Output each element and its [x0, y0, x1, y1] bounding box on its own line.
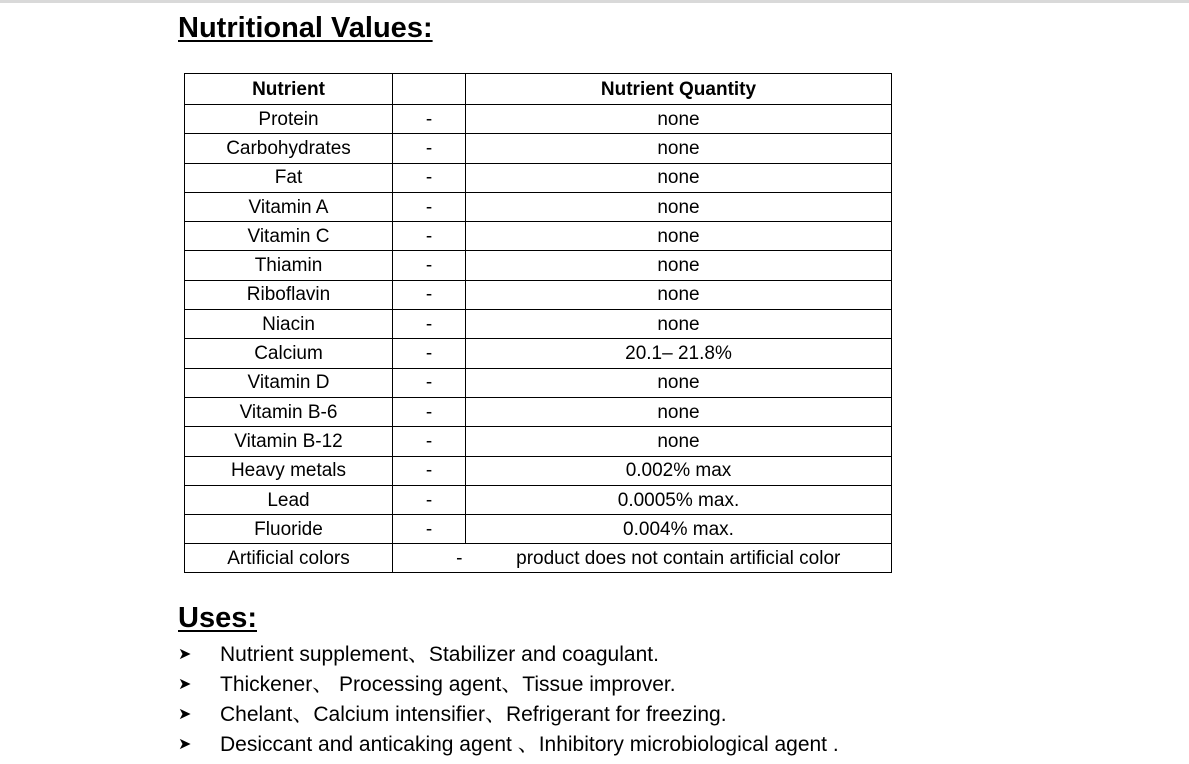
nutrient-cell: Artificial colors: [185, 544, 393, 573]
header-quantity: Nutrient Quantity: [466, 74, 892, 105]
quantity-cell: none: [466, 222, 892, 251]
separator-cell: -: [393, 251, 466, 280]
separator-cell: -: [393, 515, 466, 544]
quantity-cell: none: [466, 251, 892, 280]
table-row: [185, 134, 892, 163]
nutrient-cell: Vitamin D: [185, 368, 393, 397]
quantity-cell: 0.004% max.: [466, 515, 892, 544]
nutrient-cell: Vitamin C: [185, 222, 393, 251]
quantity-cell: 20.1– 21.8%: [466, 339, 892, 368]
arrow-bullet-icon: ➤: [178, 736, 192, 753]
nutrient-cell: Thiamin: [185, 251, 393, 280]
quantity-cell: none: [466, 397, 892, 426]
separator-cell: -: [393, 427, 466, 456]
table-row: [185, 251, 892, 280]
nutrient-cell: Vitamin A: [185, 192, 393, 221]
uses-heading: Uses:: [178, 602, 257, 634]
separator-cell: -: [393, 544, 466, 573]
nutrient-cell: Lead: [185, 485, 393, 514]
separator-cell: -: [393, 456, 466, 485]
quantity-cell: none: [466, 134, 892, 163]
nutrition-table: [184, 73, 892, 573]
table-row: [185, 515, 892, 544]
quantity-cell: product does not contain artificial color: [466, 544, 892, 573]
table-row: [185, 427, 892, 456]
arrow-bullet-icon: ➤: [178, 706, 192, 723]
separator-cell: -: [393, 192, 466, 221]
table-row: [185, 163, 892, 192]
quantity-cell: none: [466, 310, 892, 339]
table-header-row: [185, 74, 892, 105]
nutrient-cell: Fat: [185, 163, 393, 192]
nutrient-cell: Heavy metals: [185, 456, 393, 485]
nutrient-cell: Vitamin B-12: [185, 427, 393, 456]
separator-cell: -: [393, 134, 466, 163]
separator-cell: -: [393, 163, 466, 192]
list-item: [178, 670, 839, 700]
separator-cell: -: [393, 105, 466, 134]
quantity-cell: none: [466, 427, 892, 456]
nutrient-cell: Vitamin B-6: [185, 397, 393, 426]
table-row: [185, 105, 892, 134]
list-item: [178, 640, 839, 670]
nutritional-values-heading: Nutritional Values:: [178, 12, 433, 44]
separator-cell: -: [393, 310, 466, 339]
separator-cell: -: [393, 397, 466, 426]
quantity-cell: none: [466, 368, 892, 397]
separator-cell: -: [393, 222, 466, 251]
table-row: [185, 310, 892, 339]
nutrient-cell: Calcium: [185, 339, 393, 368]
separator-cell: -: [393, 368, 466, 397]
quantity-cell: none: [466, 280, 892, 309]
nutrient-cell: Protein: [185, 105, 393, 134]
list-item: [178, 700, 839, 730]
use-text: Desiccant and anticaking agent 、Inhibitory microbiological agent .: [220, 733, 839, 756]
table-row: [185, 222, 892, 251]
header-nutrient: Nutrient: [185, 74, 393, 105]
uses-list: [178, 640, 839, 760]
separator-cell: -: [393, 485, 466, 514]
arrow-bullet-icon: ➤: [178, 676, 192, 693]
table-row: [185, 397, 892, 426]
nutrient-cell: Fluoride: [185, 515, 393, 544]
page-top-border: [0, 0, 1189, 3]
use-text: Chelant、Calcium intensifier、Refrigerant for freezing.: [220, 703, 727, 726]
quantity-cell: 0.0005% max.: [466, 485, 892, 514]
quantity-cell: 0.002% max: [466, 456, 892, 485]
table-row: [185, 339, 892, 368]
table-row: [185, 280, 892, 309]
quantity-cell: none: [466, 192, 892, 221]
separator-cell: -: [393, 280, 466, 309]
quantity-cell: none: [466, 163, 892, 192]
use-text: Nutrient supplement、Stabilizer and coagulant.: [220, 643, 659, 666]
nutrient-cell: Carbohydrates: [185, 134, 393, 163]
quantity-cell: none: [466, 105, 892, 134]
arrow-bullet-icon: ➤: [178, 646, 192, 663]
table-row: [185, 456, 892, 485]
header-separator: [393, 74, 466, 105]
list-item: [178, 730, 839, 760]
table-row: [185, 485, 892, 514]
nutrient-cell: Niacin: [185, 310, 393, 339]
table-row: [185, 192, 892, 221]
use-text: Thickener、 Processing agent、Tissue improver.: [220, 673, 676, 696]
separator-cell: -: [393, 339, 466, 368]
table-row: [185, 544, 892, 573]
nutrient-cell: Riboflavin: [185, 280, 393, 309]
table-row: [185, 368, 892, 397]
